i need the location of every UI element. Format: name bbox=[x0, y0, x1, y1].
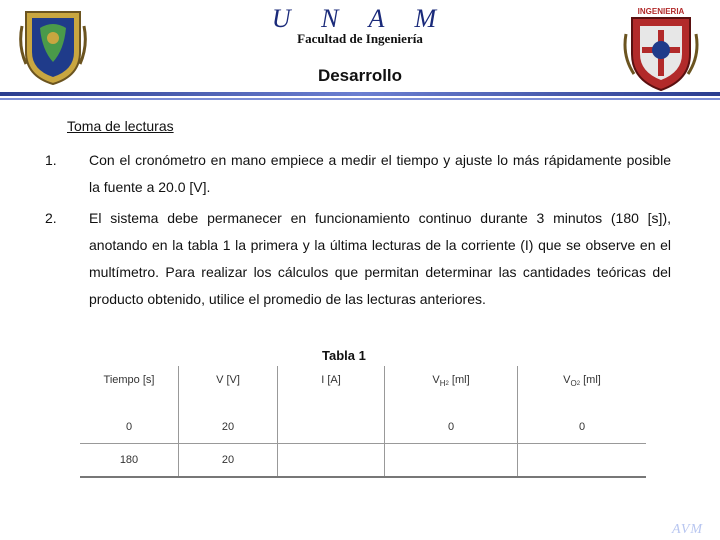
col-header-vo2: $V_O2$ [ml] bbox=[518, 366, 647, 411]
page-title: U N A M bbox=[271, 4, 449, 33]
section-title: Desarrollo bbox=[317, 66, 403, 85]
col-header-time: Tiempo [s] bbox=[103, 374, 155, 386]
footer-initials: AVM bbox=[672, 522, 704, 537]
table-cell bbox=[385, 444, 518, 478]
table-cell: 0 bbox=[80, 411, 179, 444]
table-row bbox=[80, 411, 646, 444]
faculty-subtitle: Facultad de Ingeniería bbox=[297, 31, 423, 46]
col-header-voltage: V [V] bbox=[179, 366, 278, 411]
list-item-number: 2. bbox=[45, 210, 57, 226]
table-cell: 180 bbox=[80, 444, 179, 478]
table-cell bbox=[278, 411, 385, 444]
table-row bbox=[80, 444, 646, 478]
data-table bbox=[80, 366, 646, 478]
table-cell: 0 bbox=[518, 411, 647, 444]
table-cell bbox=[518, 444, 647, 478]
table-cell bbox=[278, 444, 385, 478]
table-cell: 20 bbox=[179, 411, 278, 444]
col-header-vh2: $V_H2$ [ml] bbox=[385, 366, 518, 411]
table-cell: 20 bbox=[179, 444, 278, 478]
col-header-current: I [A] bbox=[278, 366, 385, 411]
list-item bbox=[45, 205, 671, 313]
header-rule bbox=[0, 92, 720, 96]
list-item bbox=[45, 147, 671, 201]
table-cell: 0 bbox=[385, 411, 518, 444]
list-item-number: 1. bbox=[45, 152, 57, 168]
body-subtitle: Toma de lecturas bbox=[67, 118, 174, 134]
header-rule-thin bbox=[0, 98, 720, 100]
table-caption: Tabla 1 bbox=[322, 348, 366, 363]
table-header-row bbox=[80, 366, 646, 411]
ingenieria-logo-text: INGENIERIA bbox=[637, 7, 685, 16]
list-item-text: El sistema debe permanecer en funcionamiento continuo durante 3 minutos (180 [s]), anotando en la tabla 1 la primera y la última lecturas de la corriente (I) que se observe en el multímetro. Para realizar los cálculos que permitan determinar las cantidades teóricas del producto obtenido, utilice el promedio de las lecturas anteriores. bbox=[89, 210, 671, 307]
list-item-text: Con el cronómetro en mano empiece a medir el tiempo y ajuste lo más rápidamente posible la fuente a 20.0 [V]. bbox=[89, 152, 671, 195]
